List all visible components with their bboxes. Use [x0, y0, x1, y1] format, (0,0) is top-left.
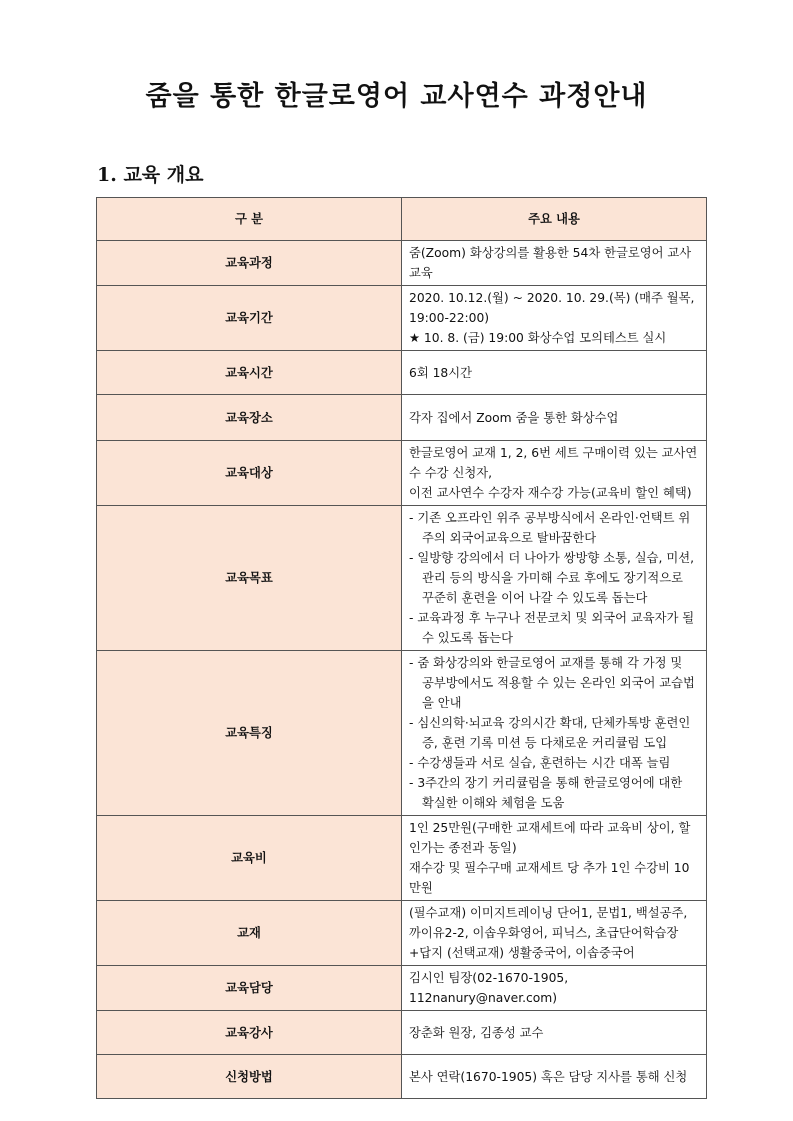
- document-title: 줌을 통한 한글로영어 교사연수 과정안내: [145, 81, 648, 112]
- content-line: - 3주간의 장기 커리큘럼을 통해 한글로영어에 대한 확실한 이해와 체험을 도움: [409, 776, 683, 810]
- row-content-cell: [402, 286, 707, 351]
- table-row: [97, 506, 707, 651]
- table-row: [97, 441, 707, 506]
- row-label-cell: 교육특징: [97, 651, 402, 816]
- content-line: - 줌 화상강의와 한글로영어 교재를 통해 각 가정 및 공부방에서도 적용할 수 있는 온라인 외국어 교습법을 안내: [409, 656, 695, 710]
- content-line: - 일방향 강의에서 더 나아가 쌍방향 소통, 실습, 미션, 관리 등의 방식을 가미해 수료 후에도 장기적으로 꾸준히 훈련을 이어 나갈 수 있도록 돕는다: [409, 551, 695, 605]
- content-line: - 수강생들과 서로 실습, 훈련하는 시간 대폭 늘림: [409, 756, 671, 770]
- row-label-cell: 교육목표: [97, 506, 402, 651]
- content-line: 6회 18시간: [409, 365, 473, 380]
- table-row: [97, 816, 707, 901]
- row-label-cell: 교육기간: [97, 286, 402, 351]
- table-row: [97, 1011, 707, 1055]
- row-label-cell: 교재: [97, 901, 402, 966]
- table-row: [97, 651, 707, 816]
- row-label-cell: 교육비: [97, 816, 402, 901]
- row-label-cell: 교육장소: [97, 395, 402, 441]
- table-row: [97, 351, 707, 395]
- content-line: - 기존 오프라인 위주 공부방식에서 온라인·언택트 위주의 외국어교육으로 탈바꿈한다: [409, 511, 691, 545]
- content-line: 장춘화 원장, 김종성 교수: [409, 1025, 544, 1040]
- table-row: [97, 395, 707, 441]
- row-content-cell: [402, 395, 707, 441]
- section-heading: 1. 교육 개요: [97, 164, 204, 186]
- row-label-cell: 신청방법: [97, 1055, 402, 1099]
- table-row: [97, 901, 707, 966]
- overview-table: [96, 197, 707, 1099]
- row-content-cell: [402, 241, 707, 286]
- table-row: [97, 1055, 707, 1099]
- content-line: - 교육과정 후 누구나 전문코치 및 외국어 교육자가 될 수 있도록 돕는다: [409, 611, 695, 645]
- content-line: 2020. 10.12.(월) ~ 2020. 10. 29.(목) (매주 월목, 19:00-22:00): [409, 291, 695, 325]
- content-line: ★ 10. 8. (금) 19:00 화상수업 모의테스트 실시: [409, 331, 667, 345]
- content-line: 재수강 및 필수구매 교재세트 당 추가 1인 수강비 10만원: [409, 861, 690, 895]
- row-content-cell: [402, 441, 707, 506]
- table-header-row: [97, 198, 707, 241]
- row-content-cell: [402, 506, 707, 651]
- table-row: [97, 966, 707, 1011]
- table-row: [97, 241, 707, 286]
- header-label-cell: 구 분: [97, 198, 402, 241]
- row-content-cell: [402, 966, 707, 1011]
- row-content-cell: [402, 651, 707, 816]
- content-line: 본사 연락(1670-1905) 혹은 담당 지사를 통해 신청: [409, 1069, 688, 1084]
- row-label-cell: 교육과정: [97, 241, 402, 286]
- content-line: 줌(Zoom) 화상강의를 활용한 54차 한글로영어 교사교육: [409, 246, 692, 280]
- content-line: 한글로영어 교재 1, 2, 6번 세트 구매이력 있는 교사연수 수강 신청자,: [409, 446, 698, 480]
- content-line: 이전 교사연수 수강자 재수강 가능(교육비 할인 혜택): [409, 486, 692, 500]
- header-content-cell: 주요 내용: [402, 198, 707, 241]
- row-label-cell: 교육담당: [97, 966, 402, 1011]
- content-line: - 심신의학·뇌교육 강의시간 확대, 단체카톡방 훈련인증, 훈련 기록 미션 등 다채로운 커리큘럼 도입: [409, 716, 691, 750]
- content-line: (필수교재) 이미지트레이닝 단어1, 문법1, 백설공주, 까이유2-2, 이솝우화영어, 피닉스, 초급단어학습장+답지 (선택교재) 생활중국어, 이솝중국어: [409, 906, 688, 960]
- row-label-cell: 교육대상: [97, 441, 402, 506]
- content-line: 김시인 팀장(02-1670-1905, 112nanury@naver.com): [409, 971, 569, 1005]
- row-content-cell: [402, 901, 707, 966]
- content-line: 각자 집에서 Zoom 줌을 통한 화상수업: [409, 410, 619, 425]
- row-label-cell: 교육시간: [97, 351, 402, 395]
- row-label-cell: 교육강사: [97, 1011, 402, 1055]
- row-content-cell: [402, 816, 707, 901]
- table-row: [97, 286, 707, 351]
- row-content-cell: [402, 1011, 707, 1055]
- row-content-cell: [402, 351, 707, 395]
- content-line: 1인 25만원(구매한 교재세트에 따라 교육비 상이, 할인가는 종전과 동일): [409, 821, 691, 855]
- row-content-cell: [402, 1055, 707, 1099]
